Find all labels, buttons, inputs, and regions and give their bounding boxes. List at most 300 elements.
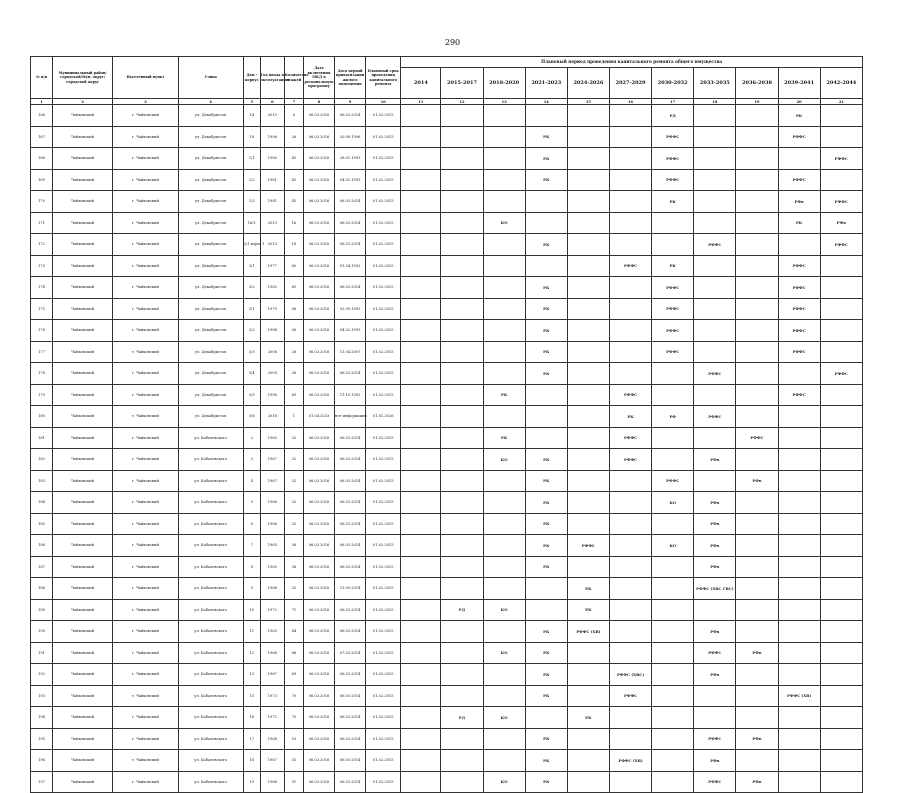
column-index: 18 <box>694 99 736 105</box>
cell-row-number: 174 <box>31 277 53 299</box>
cell-row-number: 188 <box>31 578 53 600</box>
cell-house: 2/1 корп. 1 <box>243 234 260 256</box>
cell-plan-2042-2044 <box>820 685 862 707</box>
cell-municipality: Чайковский <box>53 191 113 213</box>
cell-date-first: 06.03.2016 <box>303 728 334 750</box>
cell-plan-2021-2023 <box>525 105 567 127</box>
cell-plan-2030-2032 <box>652 771 694 793</box>
cell-plan-2033-2035: РФв <box>694 664 736 686</box>
cell-date-privat: 06.03.2014 <box>335 470 366 492</box>
table-body <box>31 105 863 793</box>
cell-plan-2014 <box>401 685 441 707</box>
cell-plan-2030-2032 <box>652 599 694 621</box>
cell-plan-2039-2041 <box>778 556 820 578</box>
cell-plan-2027-2029: РФФС (ХВС) <box>609 664 651 686</box>
cell-municipality: Чайковский <box>53 320 113 342</box>
cell-plan-2036-2038 <box>736 169 778 191</box>
cell-plan-2030-2032 <box>652 750 694 772</box>
cell-row-number: 182 <box>31 449 53 471</box>
cell-date-first: 06.03.2016 <box>303 255 334 277</box>
cell-plan-2018-2020 <box>483 750 525 772</box>
cell-plan-2024-2026 <box>567 234 609 256</box>
cell-floors: 71 <box>284 599 303 621</box>
cell-house: 5/3 <box>243 341 260 363</box>
cell-plan-2018-2020 <box>483 513 525 535</box>
cell-plan-2036-2038 <box>736 277 778 299</box>
cell-settlement: г. Чайковский <box>113 384 178 406</box>
cell-plan-2027-2029: РФФС <box>609 427 651 449</box>
cell-plan-2014 <box>401 277 441 299</box>
cell-year-built: 1967 <box>260 750 284 772</box>
cell-street: ул. Декабристов <box>178 384 243 406</box>
cell-settlement: г. Чайковский <box>113 599 178 621</box>
cell-plan-2018-2020 <box>483 578 525 600</box>
cell-planned-deadline: 01.02.2015 <box>366 492 401 514</box>
cell-plan-2018-2020: КО <box>483 642 525 664</box>
header-year-2042-2044: 2042-2044 <box>820 68 862 99</box>
cell-floors: 70 <box>284 685 303 707</box>
cell-house: 16/1 <box>243 212 260 234</box>
cell-plan-2015-2017 <box>441 105 483 127</box>
cell-plan-2030-2032 <box>652 621 694 643</box>
cell-plan-2033-2035 <box>694 191 736 213</box>
header-date-first: Дата включения МКД в региональную программу <box>303 57 334 99</box>
cell-plan-2042-2044 <box>820 771 862 793</box>
cell-plan-2018-2020: РК <box>483 384 525 406</box>
cell-plan-2027-2029 <box>609 148 651 170</box>
column-index: 15 <box>567 99 609 105</box>
cell-plan-2021-2023: РК <box>525 771 567 793</box>
cell-date-privat: 07.03.2014 <box>335 642 366 664</box>
cell-plan-2021-2023: РК <box>525 470 567 492</box>
cell-plan-2033-2035 <box>694 255 736 277</box>
table-row <box>31 470 863 492</box>
cell-plan-2030-2032 <box>652 449 694 471</box>
cell-plan-2039-2041: РФФС <box>778 298 820 320</box>
cell-year-built: 1984 <box>260 320 284 342</box>
cell-house: 5/5 <box>243 384 260 406</box>
cell-plan-2027-2029: РК <box>609 406 651 428</box>
cell-row-number: 173 <box>31 255 53 277</box>
cell-year-built: 1968 <box>260 642 284 664</box>
cell-plan-2018-2020 <box>483 191 525 213</box>
table-row <box>31 599 863 621</box>
cell-street: ул. Кабалевского <box>178 750 243 772</box>
cell-plan-2033-2035: РФв <box>694 750 736 772</box>
cell-plan-2036-2038 <box>736 492 778 514</box>
cell-floors: 55 <box>284 750 303 772</box>
cell-plan-2027-2029 <box>609 470 651 492</box>
cell-street: ул. Декабристов <box>178 169 243 191</box>
cell-date-privat: 06.03.2014 <box>335 427 366 449</box>
cell-settlement: г. Чайковский <box>113 277 178 299</box>
cell-plan-2036-2038 <box>736 535 778 557</box>
cell-plan-2015-2017 <box>441 341 483 363</box>
cell-date-privat: 06.03.2014 <box>335 363 366 385</box>
table-row <box>31 664 863 686</box>
cell-street: ул. Кабалевского <box>178 492 243 514</box>
cell-plan-2039-2041: РФФС <box>778 255 820 277</box>
header-year-2015-2017: 2015-2017 <box>441 68 483 99</box>
table-row <box>31 685 863 707</box>
cell-date-first: 06.03.2016 <box>303 169 334 191</box>
cell-planned-deadline: 01.02.2015 <box>366 277 401 299</box>
cell-plan-2039-2041: РФФС (ХВ) <box>778 685 820 707</box>
cell-year-built: 1967 <box>260 449 284 471</box>
cell-plan-2024-2026 <box>567 664 609 686</box>
cell-plan-2033-2035 <box>694 320 736 342</box>
cell-plan-2027-2029 <box>609 492 651 514</box>
cell-floors: 26 <box>284 126 303 148</box>
cell-plan-2027-2029 <box>609 298 651 320</box>
cell-floors: 32 <box>284 492 303 514</box>
cell-settlement: г. Чайковский <box>113 298 178 320</box>
cell-year-built: 1968 <box>260 728 284 750</box>
cell-date-first: 06.03.2016 <box>303 771 334 793</box>
cell-plan-2018-2020: КО <box>483 449 525 471</box>
cell-plan-2042-2044 <box>820 406 862 428</box>
header-house: Дом - корпус <box>243 57 260 99</box>
cell-street: ул. Декабристов <box>178 126 243 148</box>
cell-floors: 26 <box>284 363 303 385</box>
cell-plan-2039-2041 <box>778 148 820 170</box>
cell-date-privat: 06.03.2014 <box>335 707 366 729</box>
cell-plan-2021-2023: РК <box>525 492 567 514</box>
cell-settlement: г. Чайковский <box>113 535 178 557</box>
cell-date-first: 06.03.2016 <box>303 685 334 707</box>
cell-plan-2014 <box>401 406 441 428</box>
cell-plan-2039-2041: РК <box>778 212 820 234</box>
cell-row-number: 187 <box>31 556 53 578</box>
cell-settlement: г. Чайковский <box>113 685 178 707</box>
cell-house: 18 <box>243 750 260 772</box>
cell-plan-2036-2038 <box>736 341 778 363</box>
cell-municipality: Чайковский <box>53 169 113 191</box>
cell-year-built: 1963 <box>260 621 284 643</box>
cell-plan-2021-2023: РК <box>525 728 567 750</box>
cell-house: 4 <box>243 470 260 492</box>
column-index: 20 <box>778 99 820 105</box>
cell-date-first: 06.03.2016 <box>303 449 334 471</box>
column-index: 3 <box>113 99 178 105</box>
cell-settlement: г. Чайковский <box>113 707 178 729</box>
cell-date-first: 06.03.2016 <box>303 105 334 127</box>
cell-house: 3/1 <box>243 255 260 277</box>
cell-plan-2033-2035 <box>694 148 736 170</box>
cell-plan-2015-2017 <box>441 449 483 471</box>
table-row <box>31 492 863 514</box>
cell-plan-2033-2035: РФФС <box>694 771 736 793</box>
column-index: 6 <box>260 99 284 105</box>
cell-floors: 16 <box>284 212 303 234</box>
table-row <box>31 126 863 148</box>
cell-plan-2030-2032 <box>652 728 694 750</box>
cell-date-privat: 06.03.2014 <box>335 685 366 707</box>
cell-house: 1/2 <box>243 169 260 191</box>
cell-plan-2039-2041 <box>778 664 820 686</box>
cell-plan-2018-2020 <box>483 341 525 363</box>
cell-settlement: г. Чайковский <box>113 664 178 686</box>
table-row <box>31 406 863 428</box>
cell-plan-2014 <box>401 707 441 729</box>
cell-plan-2015-2017 <box>441 664 483 686</box>
cell-plan-2039-2041 <box>778 470 820 492</box>
cell-plan-2042-2044: РФФС <box>820 148 862 170</box>
cell-municipality: Чайковский <box>53 255 113 277</box>
cell-plan-2021-2023: РК <box>525 449 567 471</box>
cell-plan-2021-2023: РК <box>525 513 567 535</box>
cell-plan-2030-2032: КО <box>652 492 694 514</box>
cell-house: 10 <box>243 599 260 621</box>
table-row <box>31 427 863 449</box>
cell-plan-2027-2029 <box>609 126 651 148</box>
cell-plan-2039-2041 <box>778 363 820 385</box>
cell-date-privat: 04.02.1993 <box>335 169 366 191</box>
cell-settlement: г. Чайковский <box>113 341 178 363</box>
cell-date-first: 06.03.2016 <box>303 341 334 363</box>
cell-date-privat: 06.03.2014 <box>335 191 366 213</box>
cell-plan-2027-2029 <box>609 642 651 664</box>
table-row <box>31 191 863 213</box>
cell-plan-2015-2017: РД <box>441 599 483 621</box>
cell-plan-2018-2020 <box>483 728 525 750</box>
cell-planned-deadline: 01.02.2015 <box>366 449 401 471</box>
cell-plan-2024-2026 <box>567 341 609 363</box>
cell-municipality: Чайковский <box>53 599 113 621</box>
cell-plan-2036-2038 <box>736 148 778 170</box>
cell-plan-2036-2038 <box>736 556 778 578</box>
cell-year-built: 1981 <box>260 191 284 213</box>
cell-plan-2024-2026 <box>567 105 609 127</box>
cell-plan-2042-2044: РФФС <box>820 191 862 213</box>
cell-plan-2018-2020: КО <box>483 599 525 621</box>
cell-plan-2036-2038 <box>736 406 778 428</box>
cell-plan-2033-2035: РФФС <box>694 363 736 385</box>
cell-plan-2014 <box>401 126 441 148</box>
header-municipality: Муниципальный район/городской/Мун. округ/городской округ <box>53 57 113 99</box>
cell-settlement: г. Чайковский <box>113 621 178 643</box>
cell-street: ул. Декабристов <box>178 105 243 127</box>
cell-street: ул. Кабалевского <box>178 771 243 793</box>
cell-row-number: 177 <box>31 341 53 363</box>
cell-year-built: 1996 <box>260 126 284 148</box>
header-floors: Количество этажей <box>284 57 303 99</box>
cell-floors: 68 <box>284 642 303 664</box>
cell-settlement: г. Чайковский <box>113 212 178 234</box>
cell-plan-2039-2041: РФФС <box>778 277 820 299</box>
cell-plan-2014 <box>401 556 441 578</box>
cell-plan-2042-2044 <box>820 664 862 686</box>
cell-plan-2021-2023 <box>525 707 567 729</box>
cell-date-first: 06.03.2016 <box>303 513 334 535</box>
cell-planned-deadline: 01.02.2015 <box>366 621 401 643</box>
cell-planned-deadline: 01.02.2015 <box>366 599 401 621</box>
cell-house: 5/4 <box>243 363 260 385</box>
cell-plan-2018-2020 <box>483 320 525 342</box>
table-row <box>31 750 863 772</box>
cell-municipality: Чайковский <box>53 750 113 772</box>
cell-municipality: Чайковский <box>53 234 113 256</box>
cell-floors: 36 <box>284 556 303 578</box>
cell-street: ул. Кабалевского <box>178 642 243 664</box>
cell-plan-2036-2038 <box>736 513 778 535</box>
cell-plan-2042-2044: РФФС <box>820 363 862 385</box>
cell-settlement: г. Чайковский <box>113 728 178 750</box>
cell-municipality: Чайковский <box>53 363 113 385</box>
cell-plan-2033-2035: РФФС <box>694 406 736 428</box>
cell-plan-2015-2017 <box>441 212 483 234</box>
column-index: 1 <box>31 99 53 105</box>
cell-plan-2024-2026 <box>567 363 609 385</box>
cell-settlement: г. Чайковский <box>113 578 178 600</box>
cell-plan-2042-2044 <box>820 750 862 772</box>
cell-house: 18 <box>243 126 260 148</box>
header-year-2018-2020: 2018-2020 <box>483 68 525 99</box>
cell-plan-2030-2032: РК <box>652 255 694 277</box>
column-index: 4 <box>178 99 243 105</box>
cell-planned-deadline: 01.02.2015 <box>366 664 401 686</box>
cell-municipality: Чайковский <box>53 707 113 729</box>
cell-plan-2039-2041 <box>778 728 820 750</box>
cell-year-built: 1981 <box>260 169 284 191</box>
cell-street: ул. Декабристов <box>178 341 243 363</box>
cell-plan-2042-2044 <box>820 277 862 299</box>
cell-planned-deadline: 01.02.2015 <box>366 707 401 729</box>
cell-plan-2014 <box>401 513 441 535</box>
cell-house: 15 <box>243 685 260 707</box>
cell-plan-2030-2032: РФФС <box>652 277 694 299</box>
cell-plan-2036-2038 <box>736 255 778 277</box>
cell-house: 17 <box>243 728 260 750</box>
cell-plan-2015-2017 <box>441 556 483 578</box>
cell-floors: 64 <box>284 621 303 643</box>
column-index: 19 <box>736 99 778 105</box>
cell-plan-2015-2017 <box>441 363 483 385</box>
cell-plan-2015-2017 <box>441 492 483 514</box>
cell-date-privat: 06.03.2014 <box>335 621 366 643</box>
cell-plan-2027-2029 <box>609 599 651 621</box>
cell-date-privat: 06.03.2014 <box>335 556 366 578</box>
cell-plan-2015-2017 <box>441 470 483 492</box>
cell-floors: 45 <box>284 148 303 170</box>
table-row <box>31 578 863 600</box>
column-index: 17 <box>652 99 694 105</box>
cell-date-first: 06.03.2016 <box>303 384 334 406</box>
cell-plan-2030-2032 <box>652 664 694 686</box>
cell-plan-2021-2023: РК <box>525 363 567 385</box>
table-row <box>31 105 863 127</box>
cell-plan-2021-2023: РК <box>525 535 567 557</box>
cell-plan-2018-2020 <box>483 234 525 256</box>
cell-planned-deadline: 01.02.2015 <box>366 341 401 363</box>
cell-plan-2030-2032 <box>652 556 694 578</box>
header-num: № п/п <box>31 57 53 99</box>
cell-plan-2014 <box>401 771 441 793</box>
cell-plan-2027-2029 <box>609 771 651 793</box>
cell-row-number: 172 <box>31 234 53 256</box>
cell-plan-2021-2023: РК <box>525 320 567 342</box>
cell-row-number: 183 <box>31 470 53 492</box>
cell-plan-2021-2023 <box>525 578 567 600</box>
cell-plan-2030-2032 <box>652 212 694 234</box>
column-index: 14 <box>525 99 567 105</box>
cell-plan-2030-2032 <box>652 707 694 729</box>
cell-year-built: 1965 <box>260 535 284 557</box>
cell-house: 1/1 <box>243 148 260 170</box>
cell-plan-2018-2020 <box>483 470 525 492</box>
cell-municipality: Чайковский <box>53 148 113 170</box>
cell-house: 8 <box>243 556 260 578</box>
cell-row-number: 181 <box>31 427 53 449</box>
cell-plan-2039-2041: РК <box>778 105 820 127</box>
cell-row-number: 197 <box>31 771 53 793</box>
cell-row-number: 167 <box>31 126 53 148</box>
cell-plan-2033-2035 <box>694 384 736 406</box>
cell-settlement: г. Чайковский <box>113 771 178 793</box>
header-year-2036-2038: 2036-2038 <box>736 68 778 99</box>
cell-date-first: 06.03.2016 <box>303 621 334 643</box>
cell-floors: 36 <box>284 535 303 557</box>
cell-plan-2021-2023: РК <box>525 685 567 707</box>
cell-house: 7 <box>243 535 260 557</box>
cell-plan-2039-2041 <box>778 578 820 600</box>
cell-floors: 32 <box>284 470 303 492</box>
cell-plan-2018-2020 <box>483 556 525 578</box>
cell-year-built: 1963 <box>260 427 284 449</box>
cell-plan-2030-2032: КО <box>652 535 694 557</box>
cell-municipality: Чайковский <box>53 449 113 471</box>
cell-plan-2014 <box>401 449 441 471</box>
cell-street: ул. Декабристов <box>178 363 243 385</box>
cell-plan-2018-2020 <box>483 685 525 707</box>
cell-plan-2027-2029 <box>609 578 651 600</box>
cell-plan-2015-2017 <box>441 513 483 535</box>
cell-date-privat: 06.03.2014 <box>335 535 366 557</box>
cell-floors: 70 <box>284 707 303 729</box>
cell-plan-2015-2017 <box>441 148 483 170</box>
cell-plan-2015-2017 <box>441 406 483 428</box>
cell-date-privat: 06.03.2014 <box>335 750 366 772</box>
header-year-2027-2029: 2027-2029 <box>609 68 651 99</box>
cell-plan-2033-2035: РФв <box>694 621 736 643</box>
cell-planned-deadline: 01.02.2015 <box>366 771 401 793</box>
cell-plan-2039-2041 <box>778 427 820 449</box>
cell-plan-2033-2035: РФв <box>694 556 736 578</box>
cell-plan-2014 <box>401 578 441 600</box>
cell-date-first: 06.03.2016 <box>303 492 334 514</box>
cell-settlement: г. Чайковский <box>113 449 178 471</box>
cell-plan-2036-2038: РФФС <box>736 427 778 449</box>
cell-plan-2021-2023: РК <box>525 148 567 170</box>
cell-floors: 53 <box>284 728 303 750</box>
cell-settlement: г. Чайковский <box>113 320 178 342</box>
cell-planned-deadline: 01.02.2015 <box>366 320 401 342</box>
cell-plan-2030-2032: РФФС <box>652 169 694 191</box>
cell-planned-deadline: 01.01.2026 <box>366 406 401 428</box>
cell-plan-2039-2041: РФФС <box>778 384 820 406</box>
cell-plan-2033-2035 <box>694 470 736 492</box>
cell-plan-2024-2026 <box>567 212 609 234</box>
cell-plan-2030-2032: РФФС <box>652 320 694 342</box>
cell-plan-2033-2035 <box>694 427 736 449</box>
cell-house: 16 <box>243 707 260 729</box>
cell-plan-2024-2026 <box>567 642 609 664</box>
cell-plan-2033-2035 <box>694 298 736 320</box>
table-row <box>31 363 863 385</box>
cell-municipality: Чайковский <box>53 212 113 234</box>
cell-street: ул. Кабалевского <box>178 707 243 729</box>
cell-year-built: 1990 <box>260 384 284 406</box>
